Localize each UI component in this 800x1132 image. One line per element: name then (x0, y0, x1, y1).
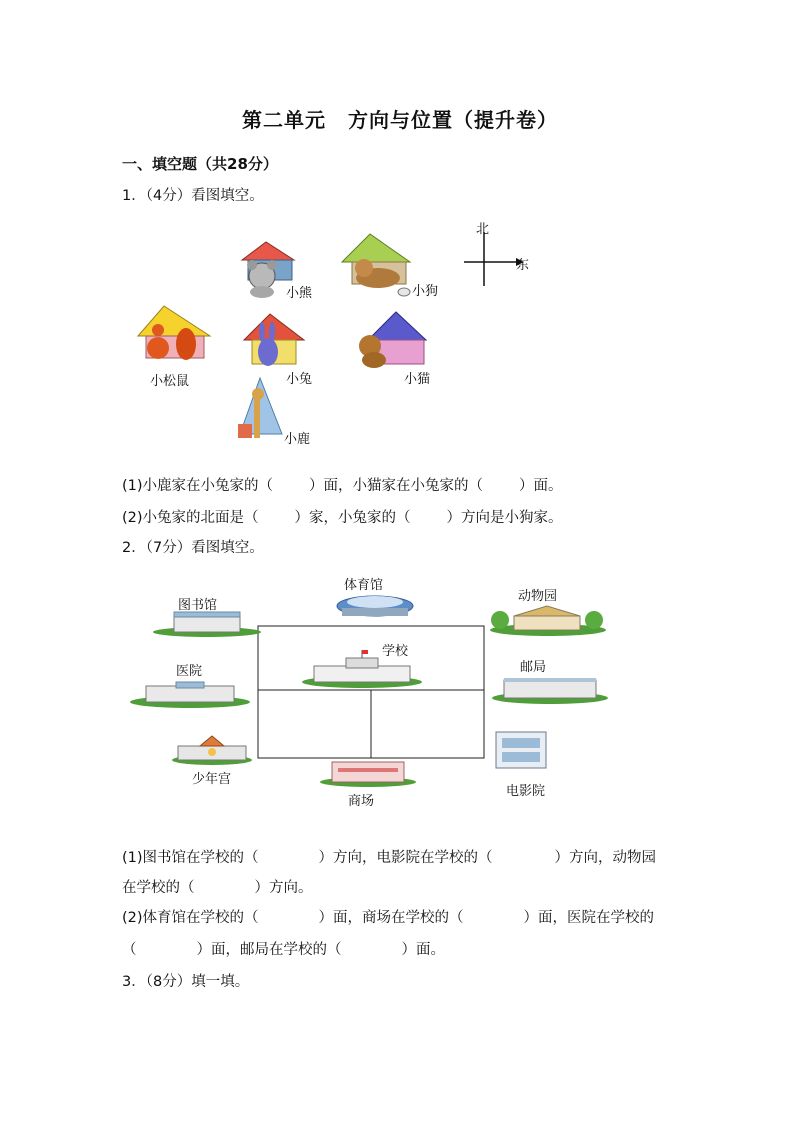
cinema-building-icon (490, 728, 554, 772)
rabbit-label: 小兔 (286, 372, 313, 387)
youth-palace-building-icon (170, 734, 254, 766)
q2-sub2-line1: (2)体育馆在学校的（ ）面，商场在学校的（ ）面，医院在学校的 (122, 910, 655, 926)
section-heading: 一、填空题（共28分） (122, 155, 278, 173)
deer-label: 小鹿 (284, 432, 311, 447)
school-building-icon (300, 654, 424, 688)
q2-sub1-line1: (1)图书馆在学校的（ ）方向，电影院在学校的（ ）方向，动物园 (122, 850, 657, 866)
bear-label: 小熊 (286, 286, 313, 301)
library-building-icon (152, 610, 262, 636)
library-label: 图书馆 (178, 598, 218, 613)
q1-heading: 1．（4分）看图填空。 (122, 188, 264, 204)
mall-label: 商场 (348, 794, 375, 809)
post-office-label: 邮局 (520, 660, 547, 675)
q3-heading: 3．（8分）填一填。 (122, 974, 250, 990)
hospital-building-icon (128, 680, 252, 708)
post-office-building-icon (490, 676, 610, 704)
hospital-label: 医院 (176, 664, 203, 679)
q2-sub1-line2: 在学校的（ ）方向。 (122, 880, 313, 896)
dog-label: 小狗 (412, 284, 439, 299)
stadium-label: 体育馆 (344, 578, 384, 593)
stadium-building-icon (330, 592, 420, 620)
title-unit: 第二单元 (242, 108, 326, 132)
compass-north-label: 北 (476, 222, 490, 237)
mall-building-icon (318, 756, 418, 786)
school-label: 学校 (382, 644, 409, 659)
q1-sub2: (2)小兔家的北面是（ ）家，小兔家的（ ）方向是小狗家。 (122, 510, 563, 526)
youth-palace-label: 少年宫 (192, 772, 232, 787)
zoo-label: 动物园 (518, 589, 558, 604)
q2-heading: 2．（7分）看图填空。 (122, 540, 264, 556)
cinema-label: 电影院 (506, 784, 546, 799)
compass-east-label: 东 (516, 258, 530, 273)
q2-sub2-line2: （ ）面，邮局在学校的（ ）面。 (122, 942, 445, 958)
title-topic: 方向与位置（提升卷） (348, 108, 558, 132)
cat-label: 小猫 (404, 372, 431, 387)
squirrel-label: 小松鼠 (150, 374, 190, 389)
zoo-building-icon (488, 604, 608, 636)
q1-sub1: (1)小鹿家在小兔家的（ ）面，小猫家在小兔家的（ ）面。 (122, 478, 563, 494)
